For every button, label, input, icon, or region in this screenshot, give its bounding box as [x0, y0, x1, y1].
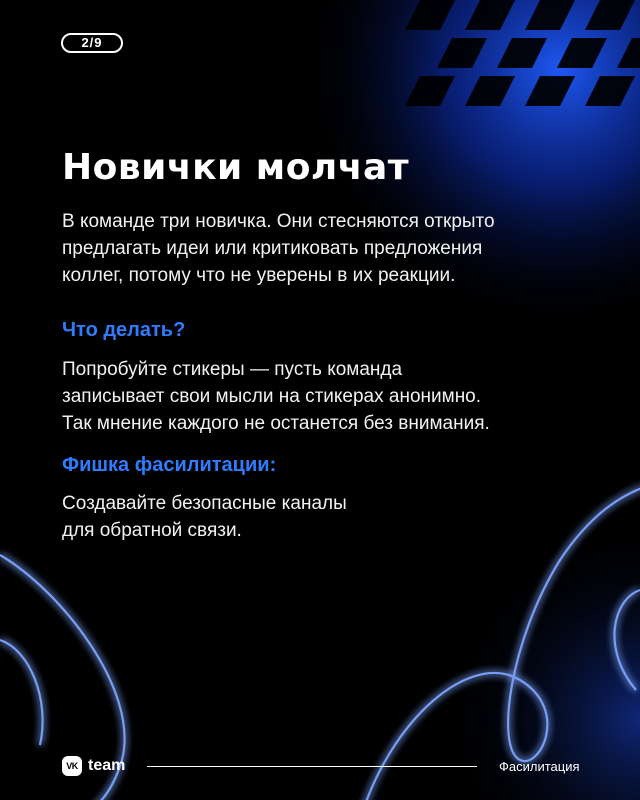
facilitation-tip-heading: Фишка фасилитации:	[62, 454, 277, 476]
what-to-do-line: записывает свои мысли на стикерах анонимно.	[62, 386, 482, 407]
what-to-do-line: Так мнение каждого не останется без внимания.	[62, 413, 490, 434]
what-to-do-heading: Что делать?	[62, 319, 186, 341]
what-to-do-line: Попробуйте стикеры — пусть команда	[62, 359, 403, 380]
intro-text	[62, 208, 495, 289]
facilitation-tip-text	[62, 490, 347, 544]
facilitation-tip-line: для обратной связи.	[62, 520, 242, 541]
facilitation-tip-line: Создавайте безопасные каналы	[62, 493, 347, 514]
footer-topic-label: Фасилитация	[499, 759, 580, 774]
footer-divider	[147, 766, 477, 767]
slide-counter: 2/9	[61, 33, 123, 53]
slide-title: Новички молчат	[62, 147, 410, 188]
what-to-do-text	[62, 356, 490, 437]
intro-line: предлагать идеи или критиковать предложения	[62, 238, 483, 259]
logo-text: team	[88, 757, 126, 774]
intro-line: коллег, потому что не уверены в их реакции.	[62, 265, 456, 286]
intro-line: В команде три новичка. Они стесняются открыто	[62, 211, 495, 232]
vk-logo-icon: VK	[62, 756, 82, 776]
vk-team-logo	[62, 756, 125, 776]
